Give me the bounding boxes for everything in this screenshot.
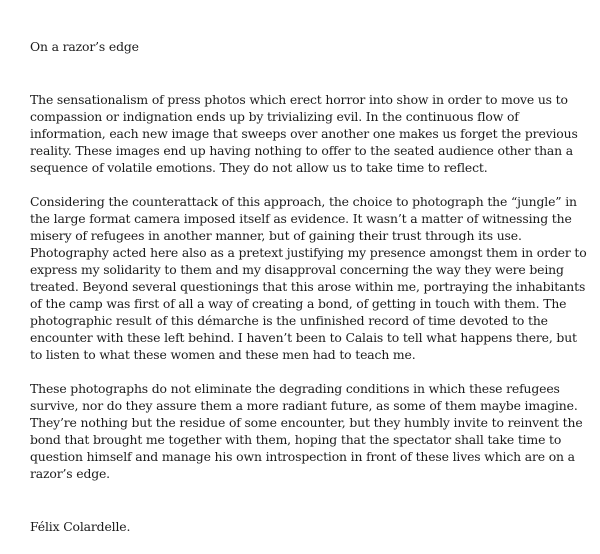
paragraph-1: The sensationalism of press photos which erect horror into show in order to move us to compassion or indignation ends up by trivializing evil. In the continuous flow of information, each new image that sweeps over another one makes us forget the previous reality. These images end up having nothing to offer to the seated audience other than a sequence of volatile emotions. They do not allow us to take time to reflect. bbox=[30, 92, 578, 175]
document-page bbox=[30, 38, 590, 535]
paragraph-2: Considering the counterattack of this approach, the choice to photograph the “jungle” in the large format camera imposed itself as evidence. It wasn’t a matter of witnessing the misery of refugees in another manner, but of gaining their trust through its use. Photography acted here also as a pretext justifying my presence amongst them in order to express my solidarity to them and my disapproval concerning the way they were being treated. Beyond several questionings that this arose within me, portraying the inhabitants of the camp was first of all a way of creating a bond, of getting in touch with them. The photographic result of this démarche is the unfinished record of time devoted to the encounter with these left behind. I haven’t been to Calais to tell what happens there, but to listen to what these women and these men had to teach me. bbox=[30, 194, 587, 362]
paragraph-3: These photographs do not eliminate the degrading conditions in which these refugees survive, nor do they assure them a more radiant future, as some of them maybe imagine. They’re nothing but the residue of some encounter, but they humbly invite to reinvent the bond that brought me together with them, hoping that the spectator shall take time to question himself and manage his own introspection in front of these lives which are on a razor’s edge. bbox=[30, 381, 583, 481]
signature: Félix Colardelle. bbox=[30, 519, 131, 534]
document-title: On a razor’s edge bbox=[30, 39, 139, 54]
